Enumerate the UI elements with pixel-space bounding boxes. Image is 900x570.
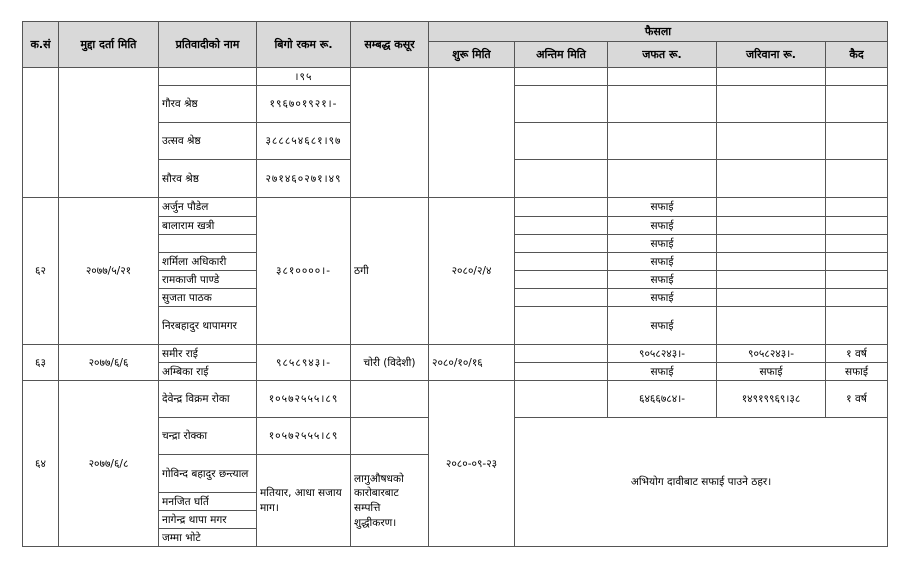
confiscation-cell: सफाई	[608, 271, 717, 289]
amount-cell: १०५७२५५५।८९	[257, 418, 351, 455]
defendant-name: देवेन्द्र विक्रम रोका	[159, 381, 257, 418]
acquittal-note: अभियोग दावीबाट सफाई पाउने ठहर।	[515, 418, 888, 547]
case-date: २०७७/५/२१	[59, 198, 159, 345]
amount-cell: १९६७०१९२१।-	[257, 86, 351, 123]
start-date: २०८०/२/४	[429, 198, 515, 345]
amount-cell: २७१४६०२७१।४९	[257, 160, 351, 198]
header-defendant: प्रतिवादीको नाम	[159, 22, 257, 68]
jail-cell: १ वर्ष	[826, 345, 888, 363]
header-offense: सम्बद्ध कसूर	[351, 22, 429, 68]
header-verdict: फैसला	[429, 22, 888, 42]
table-row	[23, 381, 888, 418]
confiscation-cell: ९०५८२४३।-	[608, 345, 717, 363]
defendant-name: चन्द्रा रोक्का	[159, 418, 257, 455]
defendant-name: सौरव श्रेष्ठ	[159, 160, 257, 198]
defendant-name: गोविन्द बहादुर छन्त्याल	[159, 455, 257, 493]
table-row	[23, 68, 888, 86]
confiscation-cell: सफाई	[608, 253, 717, 271]
amount-cell: ।९५	[257, 68, 351, 86]
offense-cell: चोरी (विदेशी)	[351, 345, 429, 381]
table-row	[23, 345, 888, 363]
offense-cell: ठगी	[351, 198, 429, 345]
defendant-name: उत्सव श्रेष्ठ	[159, 123, 257, 160]
header-final-date: अन्तिम मिति	[515, 42, 608, 68]
amount-cell: ३८१००००।-	[257, 198, 351, 345]
table-row	[23, 198, 888, 217]
confiscation-cell: सफाई	[608, 235, 717, 253]
confiscation-cell: सफाई	[608, 217, 717, 235]
defendant-name: सुजता पाठक	[159, 289, 257, 307]
header-registration-date: मुद्दा दर्ता मिति	[59, 22, 159, 68]
fine-cell: सफाई	[717, 363, 826, 381]
amount-cell: १०५७२५५५।८९	[257, 381, 351, 418]
jail-cell: सफाई	[826, 363, 888, 381]
defendant-name: अम्बिका राई	[159, 363, 257, 381]
fine-cell: ९०५८२४३।-	[717, 345, 826, 363]
header-confiscation: जफत रू.	[608, 42, 717, 68]
confiscation-cell: सफाई	[608, 363, 717, 381]
defendant-name: मनजित घर्ति	[159, 493, 257, 511]
start-date: २०८०/१०/१६	[429, 345, 515, 381]
defendant-name: निरबहादुर थापामगर	[159, 307, 257, 345]
header-fine: जरिवाना रू.	[717, 42, 826, 68]
amount-cell: ९८५८९४३।-	[257, 345, 351, 381]
defendant-name: शर्मिला अधिकारी	[159, 253, 257, 271]
header-jail: कैद	[826, 42, 888, 68]
defendant-name: नागेन्द्र थापा मगर	[159, 511, 257, 529]
amount-group-note: मतियार, आधा सजाय माग।	[257, 455, 351, 547]
start-date: २०८०-०९-२३	[429, 381, 515, 547]
case-date: २०७७/६/८	[59, 381, 159, 547]
defendant-name: रामकाजी पाण्डे	[159, 271, 257, 289]
offense-cell: लागुऔषधको कारोबारबाट सम्पत्ति शुद्धीकरण।	[351, 455, 429, 547]
case-sn: ६४	[23, 381, 59, 547]
verdict-table	[22, 21, 888, 547]
header-sn: क.सं	[23, 22, 59, 68]
amount-cell: ३८८८५४६८१।९७	[257, 123, 351, 160]
jail-cell: १ वर्ष	[826, 381, 888, 418]
case-sn: ६३	[23, 345, 59, 381]
confiscation-cell: सफाई	[608, 198, 717, 217]
defendant-name: जम्मा भोटे	[159, 529, 257, 547]
confiscation-cell: सफाई	[608, 307, 717, 345]
defendant-name: गौरव श्रेष्ठ	[159, 86, 257, 123]
defendant-name: बालाराम खत्री	[159, 217, 257, 235]
defendant-name	[159, 235, 257, 253]
header-start-date: शुरू मिति	[429, 42, 515, 68]
fine-cell: १४९१९९६९।३८	[717, 381, 826, 418]
case-date: २०७७/६/६	[59, 345, 159, 381]
defendant-name: समीर राई	[159, 345, 257, 363]
header-row	[23, 22, 888, 42]
header-amount: बिगो रकम रू.	[257, 22, 351, 68]
confiscation-cell: ६४६६७८४।-	[608, 381, 717, 418]
confiscation-cell: सफाई	[608, 289, 717, 307]
defendant-name: अर्जुन पौडेल	[159, 198, 257, 217]
case-sn: ६२	[23, 198, 59, 345]
